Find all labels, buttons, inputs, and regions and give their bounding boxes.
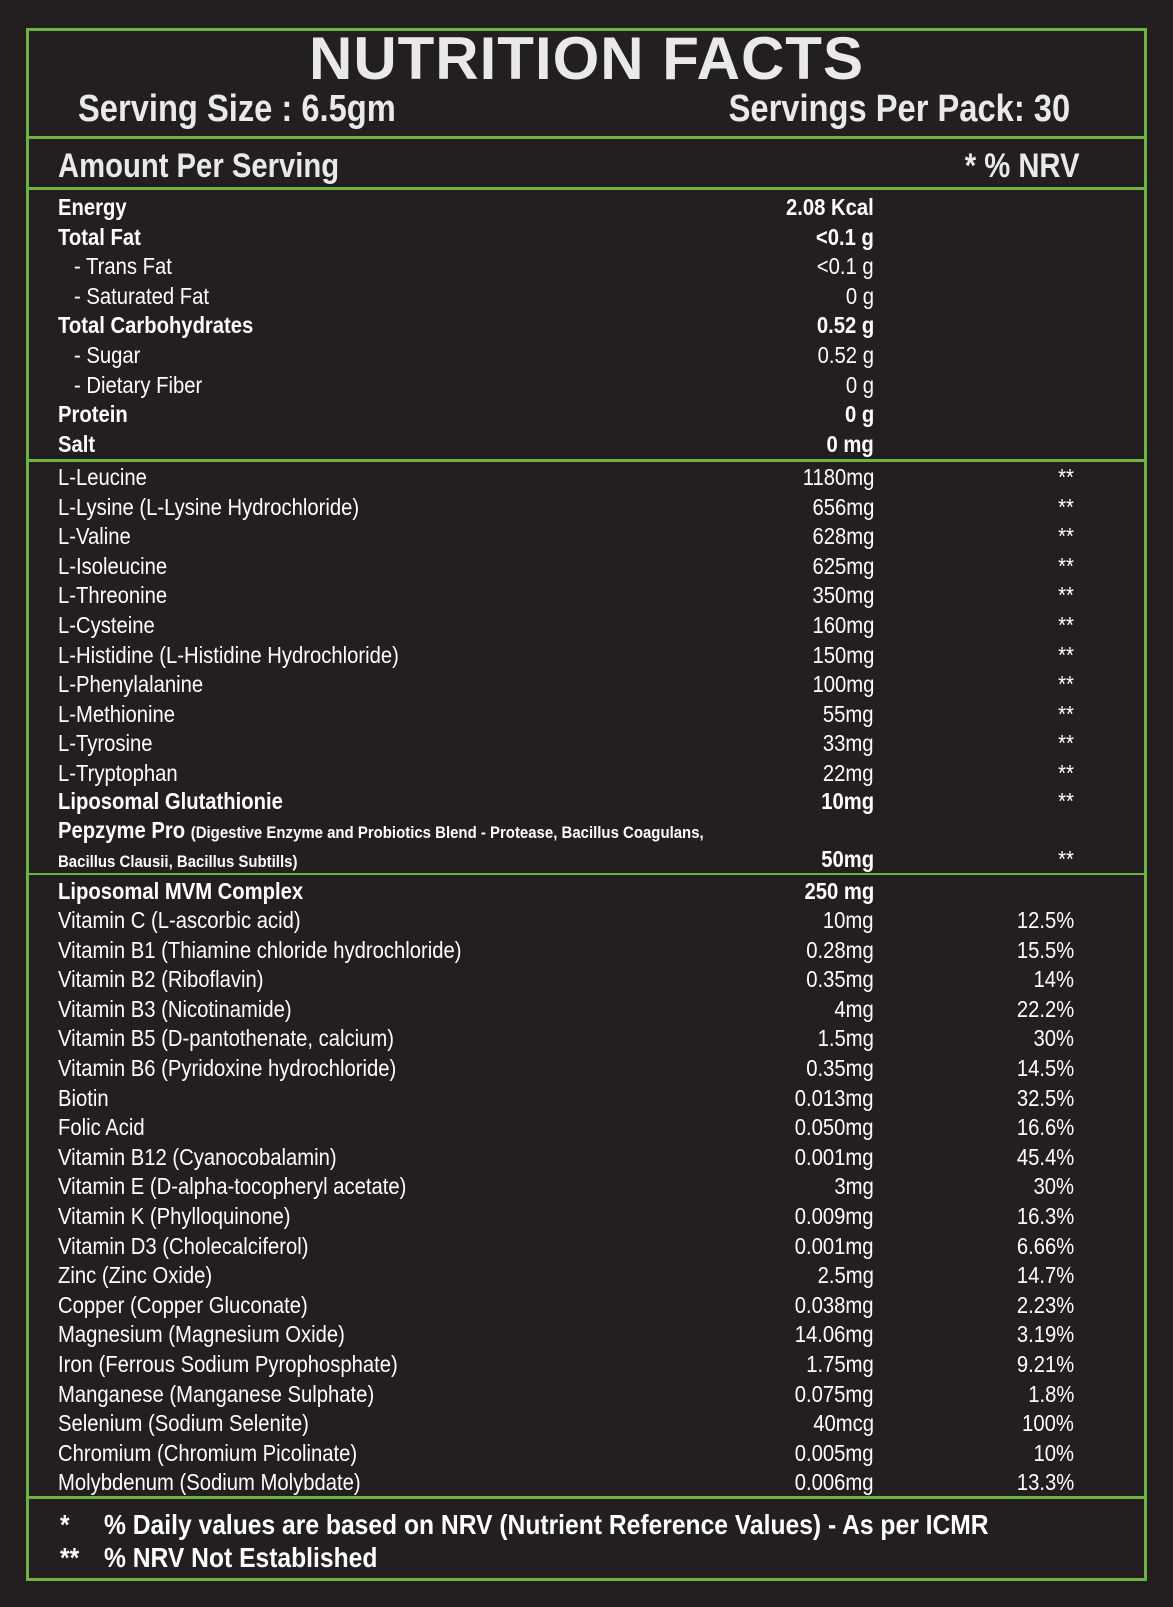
nutrient-row	[58, 1380, 1074, 1410]
nutrient-amount: <0.1 g	[817, 253, 874, 280]
nutrient-name: Copper (Copper Gluconate)	[58, 1291, 308, 1318]
nutrient-row	[58, 430, 1074, 460]
nutrient-row	[58, 641, 1074, 671]
nutrient-row	[58, 700, 1074, 730]
serving-size: Serving Size : 6.5gm	[78, 88, 396, 130]
nutrient-detail-line1: (Digestive Enzyme and Probiotics Blend - Protease, Bacillus Coagulans,	[190, 823, 704, 842]
nutrient-nrv: 1.8%	[1027, 1380, 1074, 1407]
nutrient-amount: 33mg	[823, 730, 874, 757]
nutrient-name: - Sugar	[74, 342, 141, 368]
nutrient-row	[58, 493, 1074, 523]
nutrient-nrv: **	[1058, 612, 1074, 638]
nutrient-row	[58, 965, 1074, 995]
nutrient-nrv: 14.7%	[1016, 1262, 1074, 1289]
nutrient-name: L-Histidine (L-Histidine Hydrochloride)	[58, 641, 399, 668]
nutrient-name: Iron (Ferrous Sodium Pyrophosphate)	[58, 1351, 398, 1377]
divider-footer	[26, 1496, 1147, 1499]
nutrient-amount: 350mg	[812, 582, 874, 609]
nutrient-name: L-Leucine	[58, 464, 147, 490]
nutrient-name: Salt	[58, 430, 96, 457]
nutrient-amount: 0 g	[845, 371, 874, 398]
nutrient-row	[58, 193, 1074, 223]
nutrient-row-mvm-complex	[58, 877, 1074, 907]
nutrient-row	[58, 1084, 1074, 1114]
nutrient-amount: 0.001mg	[795, 1232, 874, 1259]
nutrient-row-glutathione	[58, 787, 1074, 817]
nutrient-row	[58, 1409, 1074, 1439]
nutrient-nrv: **	[1058, 760, 1074, 786]
nutrient-nrv: 30%	[1033, 1173, 1074, 1200]
nutrient-row	[58, 311, 1074, 341]
panel-title: NUTRITION FACTS	[309, 25, 864, 92]
nutrient-name: Liposomal Glutathionie	[58, 788, 283, 814]
nutrient-row	[58, 1024, 1074, 1054]
nutrient-name: L-Tryptophan	[58, 760, 178, 786]
nutrient-name: L-Tyrosine	[58, 730, 153, 757]
nutrient-name: Vitamin B3 (Nicotinamide)	[58, 995, 292, 1022]
nutrient-row	[58, 1468, 1074, 1498]
nutrient-nrv: 15.5%	[1016, 936, 1074, 963]
nutrient-name: L-Phenylalanine	[58, 671, 204, 698]
divider-header	[26, 136, 1147, 139]
nutrient-amount: 50mg	[821, 846, 874, 872]
nutrient-name: Biotin	[58, 1084, 109, 1111]
nutrient-amount: 0.52 g	[816, 312, 874, 339]
nutrient-nrv: 16.3%	[1016, 1203, 1074, 1229]
nutrient-name: Liposomal MVM Complex	[58, 878, 304, 904]
nutrient-row	[58, 936, 1074, 966]
nutrient-nrv: **	[1058, 788, 1074, 814]
nutrient-nrv: **	[1058, 582, 1074, 609]
nutrient-row	[58, 759, 1074, 789]
nutrient-name: Vitamin B2 (Riboflavin)	[58, 966, 264, 993]
nutrient-name: Magnesium (Magnesium Oxide)	[58, 1321, 345, 1348]
nutrient-amount: 0.050mg	[795, 1114, 874, 1141]
nutrient-amount: 0.52 g	[817, 342, 874, 368]
footnote-text: % Daily values are based on NRV (Nutrient Reference Values) - As per ICMR	[104, 1509, 989, 1540]
nutrient-row	[58, 1113, 1074, 1143]
nutrient-nrv: 3.19%	[1016, 1321, 1074, 1348]
nutrient-name: Manganese (Manganese Sulphate)	[58, 1380, 375, 1407]
nutrient-amount: 100mg	[812, 671, 874, 698]
nutrient-amount: 0 mg	[826, 430, 874, 457]
divider-aminos	[26, 873, 1147, 875]
nutrient-name: L-Threonine	[58, 582, 168, 609]
nutrient-nrv: **	[1058, 671, 1074, 698]
nutrient-amount: 1.5mg	[817, 1025, 874, 1052]
nutrient-nrv: 6.66%	[1016, 1232, 1074, 1259]
nutrient-nrv: 10%	[1033, 1439, 1074, 1466]
nutrient-name: - Dietary Fiber	[74, 371, 203, 398]
nutrient-amount: 0.001mg	[795, 1143, 874, 1170]
nutrient-amount: 10mg	[821, 788, 874, 814]
nutrient-nrv: **	[1058, 493, 1074, 520]
nutrient-name: Pepzyme Pro	[58, 817, 186, 843]
nutrient-row	[58, 1054, 1074, 1084]
nutrient-row	[58, 611, 1074, 641]
nutrient-row	[58, 670, 1074, 700]
footnote	[60, 1541, 377, 1575]
nutrient-name: Chromium (Chromium Picolinate)	[58, 1439, 358, 1466]
nutrient-row-pepzyme	[58, 816, 1074, 846]
nutrient-row	[58, 252, 1074, 282]
nutrient-row	[58, 1350, 1074, 1380]
nutrient-name: Vitamin C (L-ascorbic acid)	[58, 907, 301, 933]
nutrient-nrv: **	[1058, 523, 1074, 550]
nutrient-name: L-Cysteine	[58, 612, 155, 638]
nutrient-nrv: **	[1058, 700, 1074, 727]
nutrient-name: L-Valine	[58, 523, 131, 550]
nutrient-amount: 1.75mg	[806, 1351, 874, 1377]
nutrient-row	[58, 522, 1074, 552]
nutrient-amount: 150mg	[812, 641, 874, 668]
nutrient-name: L-Lysine (L-Lysine Hydrochloride)	[58, 493, 360, 520]
nutrient-row	[58, 1232, 1074, 1262]
nutrient-amount: 0.35mg	[806, 966, 874, 993]
nutrient-amount: 22mg	[823, 760, 874, 786]
nutrient-row	[58, 581, 1074, 611]
nutrient-amount: 40mcg	[813, 1410, 874, 1437]
nutrient-row	[58, 223, 1074, 253]
nutrient-amount: 2.5mg	[817, 1262, 874, 1289]
amount-per-serving-label: Amount Per Serving	[58, 147, 340, 185]
nutrient-name: Total Fat	[58, 223, 141, 250]
divider-macros	[26, 459, 1147, 462]
nutrient-nrv: **	[1058, 730, 1074, 757]
nutrient-amount: 1180mg	[802, 464, 874, 490]
divider-amount	[26, 187, 1147, 190]
nutrient-nrv: 22.2%	[1016, 995, 1074, 1022]
nutrient-name: Protein	[58, 401, 128, 428]
nutrient-name: - Saturated Fat	[74, 282, 210, 309]
nutrient-row	[58, 1202, 1074, 1232]
nutrient-nrv: 32.5%	[1016, 1084, 1074, 1111]
nutrient-name: Zinc (Zinc Oxide)	[58, 1262, 213, 1289]
nutrient-row	[58, 906, 1074, 936]
nutrient-nrv: 100%	[1022, 1410, 1074, 1437]
nutrient-amount: 0.009mg	[795, 1203, 874, 1229]
nutrient-amount: 4mg	[834, 995, 874, 1022]
nutrient-row	[58, 1261, 1074, 1291]
nutrient-row	[58, 400, 1074, 430]
nutrient-name: Vitamin D3 (Cholecalciferol)	[58, 1232, 309, 1259]
nutrient-amount: 0.35mg	[806, 1055, 874, 1081]
nutrient-nrv: 45.4%	[1016, 1143, 1074, 1170]
nutrient-name: L-Isoleucine	[58, 552, 168, 579]
nutrient-row	[58, 995, 1074, 1025]
nutrient-amount: <0.1 g	[816, 223, 874, 250]
footnote-text: % NRV Not Established	[104, 1542, 378, 1573]
nutrient-nrv: **	[1058, 846, 1074, 872]
nutrient-row	[58, 729, 1074, 759]
nutrient-nrv: 14%	[1033, 966, 1074, 993]
nutrient-amount: 0.005mg	[795, 1439, 874, 1466]
nutrient-name: Folic Acid	[58, 1114, 145, 1141]
nutrient-row	[58, 552, 1074, 582]
nutrient-name: - Trans Fat	[74, 253, 172, 280]
nutrient-amount: 0 g	[844, 401, 874, 428]
nutrient-detail-line2: Bacillus Clausii, Bacillus Subtills)	[58, 852, 298, 871]
footnote	[60, 1508, 989, 1542]
nutrient-name: Vitamin B12 (Cyanocobalamin)	[58, 1143, 337, 1170]
nutrient-row-pepzyme-cont	[58, 845, 1074, 875]
nrv-column-header: * % NRV	[965, 147, 1080, 185]
nutrient-nrv: 12.5%	[1016, 907, 1074, 933]
nutrient-amount: 55mg	[823, 700, 874, 727]
nutrient-amount: 14.06mg	[795, 1321, 874, 1348]
nutrient-amount: 0 g	[845, 282, 874, 309]
nutrient-amount: 656mg	[812, 493, 874, 520]
nutrient-amount: 10mg	[823, 907, 874, 933]
nutrient-name: Selenium (Sodium Selenite)	[58, 1410, 309, 1437]
nutrient-row	[58, 1439, 1074, 1469]
nutrient-name: Energy	[58, 194, 127, 220]
nutrient-nrv: 30%	[1033, 1025, 1074, 1052]
nutrient-nrv: **	[1058, 464, 1074, 490]
footnote-mark: *	[60, 1509, 70, 1540]
nutrient-amount: 625mg	[812, 552, 874, 579]
nutrient-name: Vitamin B5 (D-pantothenate, calcium)	[58, 1025, 395, 1052]
nutrient-row	[58, 463, 1074, 493]
nutrient-amount: 0.013mg	[795, 1084, 874, 1111]
nutrient-name: Molybdenum (Sodium Molybdate)	[58, 1469, 361, 1496]
nutrient-row	[58, 282, 1074, 312]
nutrient-amount: 160mg	[812, 612, 874, 638]
nutrient-name: Vitamin B6 (Pyridoxine hydrochloride)	[58, 1055, 397, 1081]
nutrient-nrv: 13.3%	[1016, 1469, 1074, 1496]
nutrient-amount: 2.08 Kcal	[786, 194, 874, 220]
nutrient-row	[58, 1143, 1074, 1173]
nutrient-name: Vitamin E (D-alpha-tocopheryl acetate)	[58, 1173, 407, 1200]
nutrient-nrv: 16.6%	[1016, 1114, 1074, 1141]
nutrient-row	[58, 341, 1074, 371]
nutrient-nrv: **	[1058, 552, 1074, 579]
nutrient-name: Vitamin B1 (Thiamine chloride hydrochloride)	[58, 936, 462, 963]
nutrient-amount: 250 mg	[804, 878, 874, 904]
nutrient-nrv: 2.23%	[1016, 1291, 1074, 1318]
nutrient-row	[58, 1320, 1074, 1350]
nutrient-amount: 0.038mg	[795, 1291, 874, 1318]
nutrient-amount: 3mg	[834, 1173, 874, 1200]
nutrient-nrv: 14.5%	[1016, 1055, 1074, 1081]
nutrient-amount: 0.006mg	[795, 1469, 874, 1496]
nutrient-amount: 0.075mg	[795, 1380, 874, 1407]
nutrient-row	[58, 1291, 1074, 1321]
nutrient-nrv: **	[1058, 641, 1074, 668]
servings-per-pack: Servings Per Pack: 30	[728, 88, 1070, 130]
nutrient-row	[58, 371, 1074, 401]
nutrient-nrv: 9.21%	[1016, 1351, 1074, 1377]
nutrient-amount: 628mg	[812, 523, 874, 550]
footnote-mark: **	[60, 1542, 80, 1573]
nutrient-name: Vitamin K (Phylloquinone)	[58, 1203, 291, 1229]
nutrient-amount: 0.28mg	[806, 936, 874, 963]
nutrient-row	[58, 1172, 1074, 1202]
nutrient-name: L-Methionine	[58, 700, 176, 727]
nutrient-name: Total Carbohydrates	[58, 312, 254, 339]
